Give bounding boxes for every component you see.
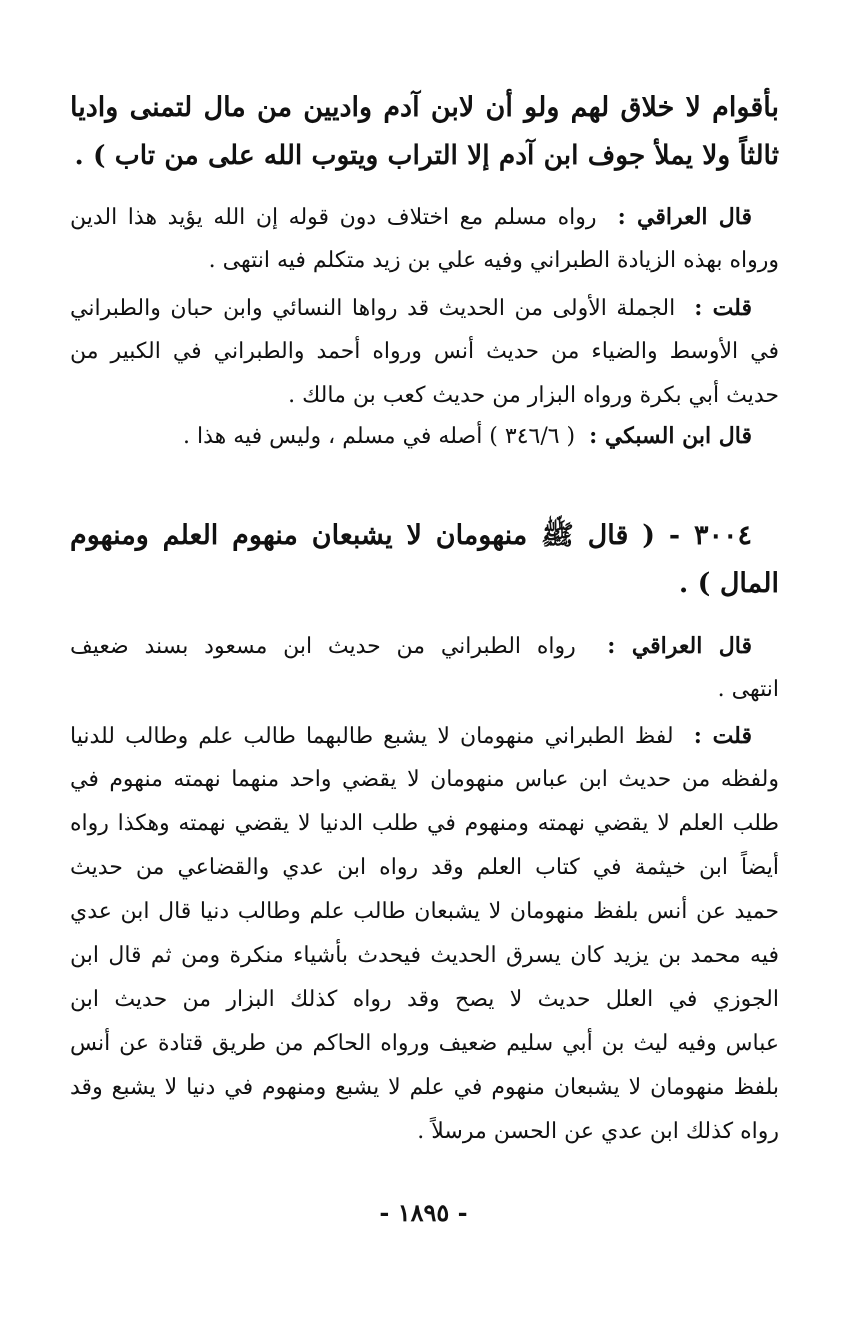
qultu-paragraph-2	[70, 714, 752, 759]
qultu-1-text-1: الجملة الأولى من الحديث قد رواها النسائي وابن حبان والطبراني	[70, 296, 676, 321]
qultu-2-line-10: رواه كذلك ابن عدي عن الحسن مرسلاً .	[417, 1119, 779, 1144]
iraqi-commentary-1-cont	[70, 239, 779, 283]
hadith-line-1: بأقوام لا خلاق لهم ولو أن لابن آدم واديين من مال لتمنى واديا	[70, 92, 779, 123]
iraqi-commentary-2-cont	[70, 668, 779, 712]
qultu-2-line-9: بلفظ منهومان لا يشبعان منهوم في علم لا يشبع ومنهوم في دنيا لا يشبع وقد	[70, 1075, 779, 1100]
qultu-label-2: قلت :	[693, 723, 752, 749]
iraqi-commentary-1	[70, 195, 752, 240]
qultu-2-line-8: عباس وفيه ليث بن أبي سليم ضعيف ورواه الحاكم من طريق قتادة عن أنس	[70, 1031, 779, 1056]
subki-commentary	[70, 414, 752, 459]
qultu-2-line-3: طلب العلم لا يقضي نهمته ومنهوم في طلب الدنيا لا يقضي نهمته وهكذا رواه	[70, 811, 779, 836]
subki-label: قال ابن السبكي :	[589, 423, 752, 449]
iraqi-2-text-1: رواه الطبراني من حديث ابن مسعود بسند ضعيف	[70, 634, 576, 659]
qultu-paragraph-1	[70, 286, 752, 331]
qultu-2-line-5: حميد عن أنس بلفظ منهومان لا يشبعان طالب علم وطالب دنيا قال ابن عدي	[70, 899, 779, 924]
qultu-2-line-4: أيضاً ابن خيثمة في كتاب العلم وقد رواه ابن عدي والقضاعي من حديث	[70, 855, 779, 880]
hadith-3004-line-1: ٣٠٠٤ - ( قال ﷺ منهومان لا يشبعان منهوم العلم ومنهوم	[70, 520, 752, 551]
hadith-3004-line-2: المال ) .	[678, 568, 779, 599]
hadith-3004-cont	[70, 560, 779, 608]
iraqi-label: قال العراقي :	[617, 204, 752, 230]
iraqi-commentary-2	[70, 624, 752, 669]
hadith-line-2: ثالثاً ولا يملأ جوف ابن آدم إلا التراب ويتوب الله على من تاب ) .	[74, 140, 779, 171]
qultu-paragraph-2-cont	[70, 758, 779, 1154]
iraqi-text-2: ورواه بهذه الزيادة الطبراني وفيه علي بن زيد متكلم فيه انتهى .	[208, 248, 779, 273]
iraqi-text-1: رواه مسلم مع اختلاف دون قوله إن الله يؤيد هذا الدين	[70, 205, 597, 230]
qultu-label: قلت :	[694, 295, 752, 321]
qultu-paragraph-1-cont	[70, 330, 779, 418]
qultu-2-line-2: ولفظه من حديث ابن عباس منهومان لا يقضي واحد منهما نهمته منهوم في	[70, 767, 779, 792]
qultu-1-text-2: في الأوسط والضياء من حديث أنس ورواه أحمد والطبراني في الكبير من	[70, 339, 779, 364]
qultu-2-line-7: الجوزي في العلل حديث لا يصح وقد رواه كذلك البزار من حديث ابن	[70, 987, 779, 1012]
hadith-continuation	[70, 84, 779, 180]
subki-text: ( ٣٤٦/٦ ) أصله في مسلم ، وليس فيه هذا .	[182, 424, 576, 449]
qultu-1-text-3: حديث أبي بكرة ورواه البزار من حديث كعب بن مالك .	[288, 383, 779, 408]
qultu-2-line-6: فيه محمد بن يزيد كان يسرق الحديث فيحدث بأشياء منكرة ومن ثم قال ابن	[70, 943, 779, 968]
iraqi-2-text-2: انتهى .	[717, 677, 779, 702]
page-number: - ١٨٩٥ -	[379, 1198, 468, 1227]
hadith-3004	[70, 512, 752, 560]
qultu-2-text-1: لفظ الطبراني منهومان لا يشبع طالبهما طالب علم وطالب للدنيا	[70, 724, 674, 749]
iraqi-label-2: قال العراقي :	[607, 633, 752, 659]
